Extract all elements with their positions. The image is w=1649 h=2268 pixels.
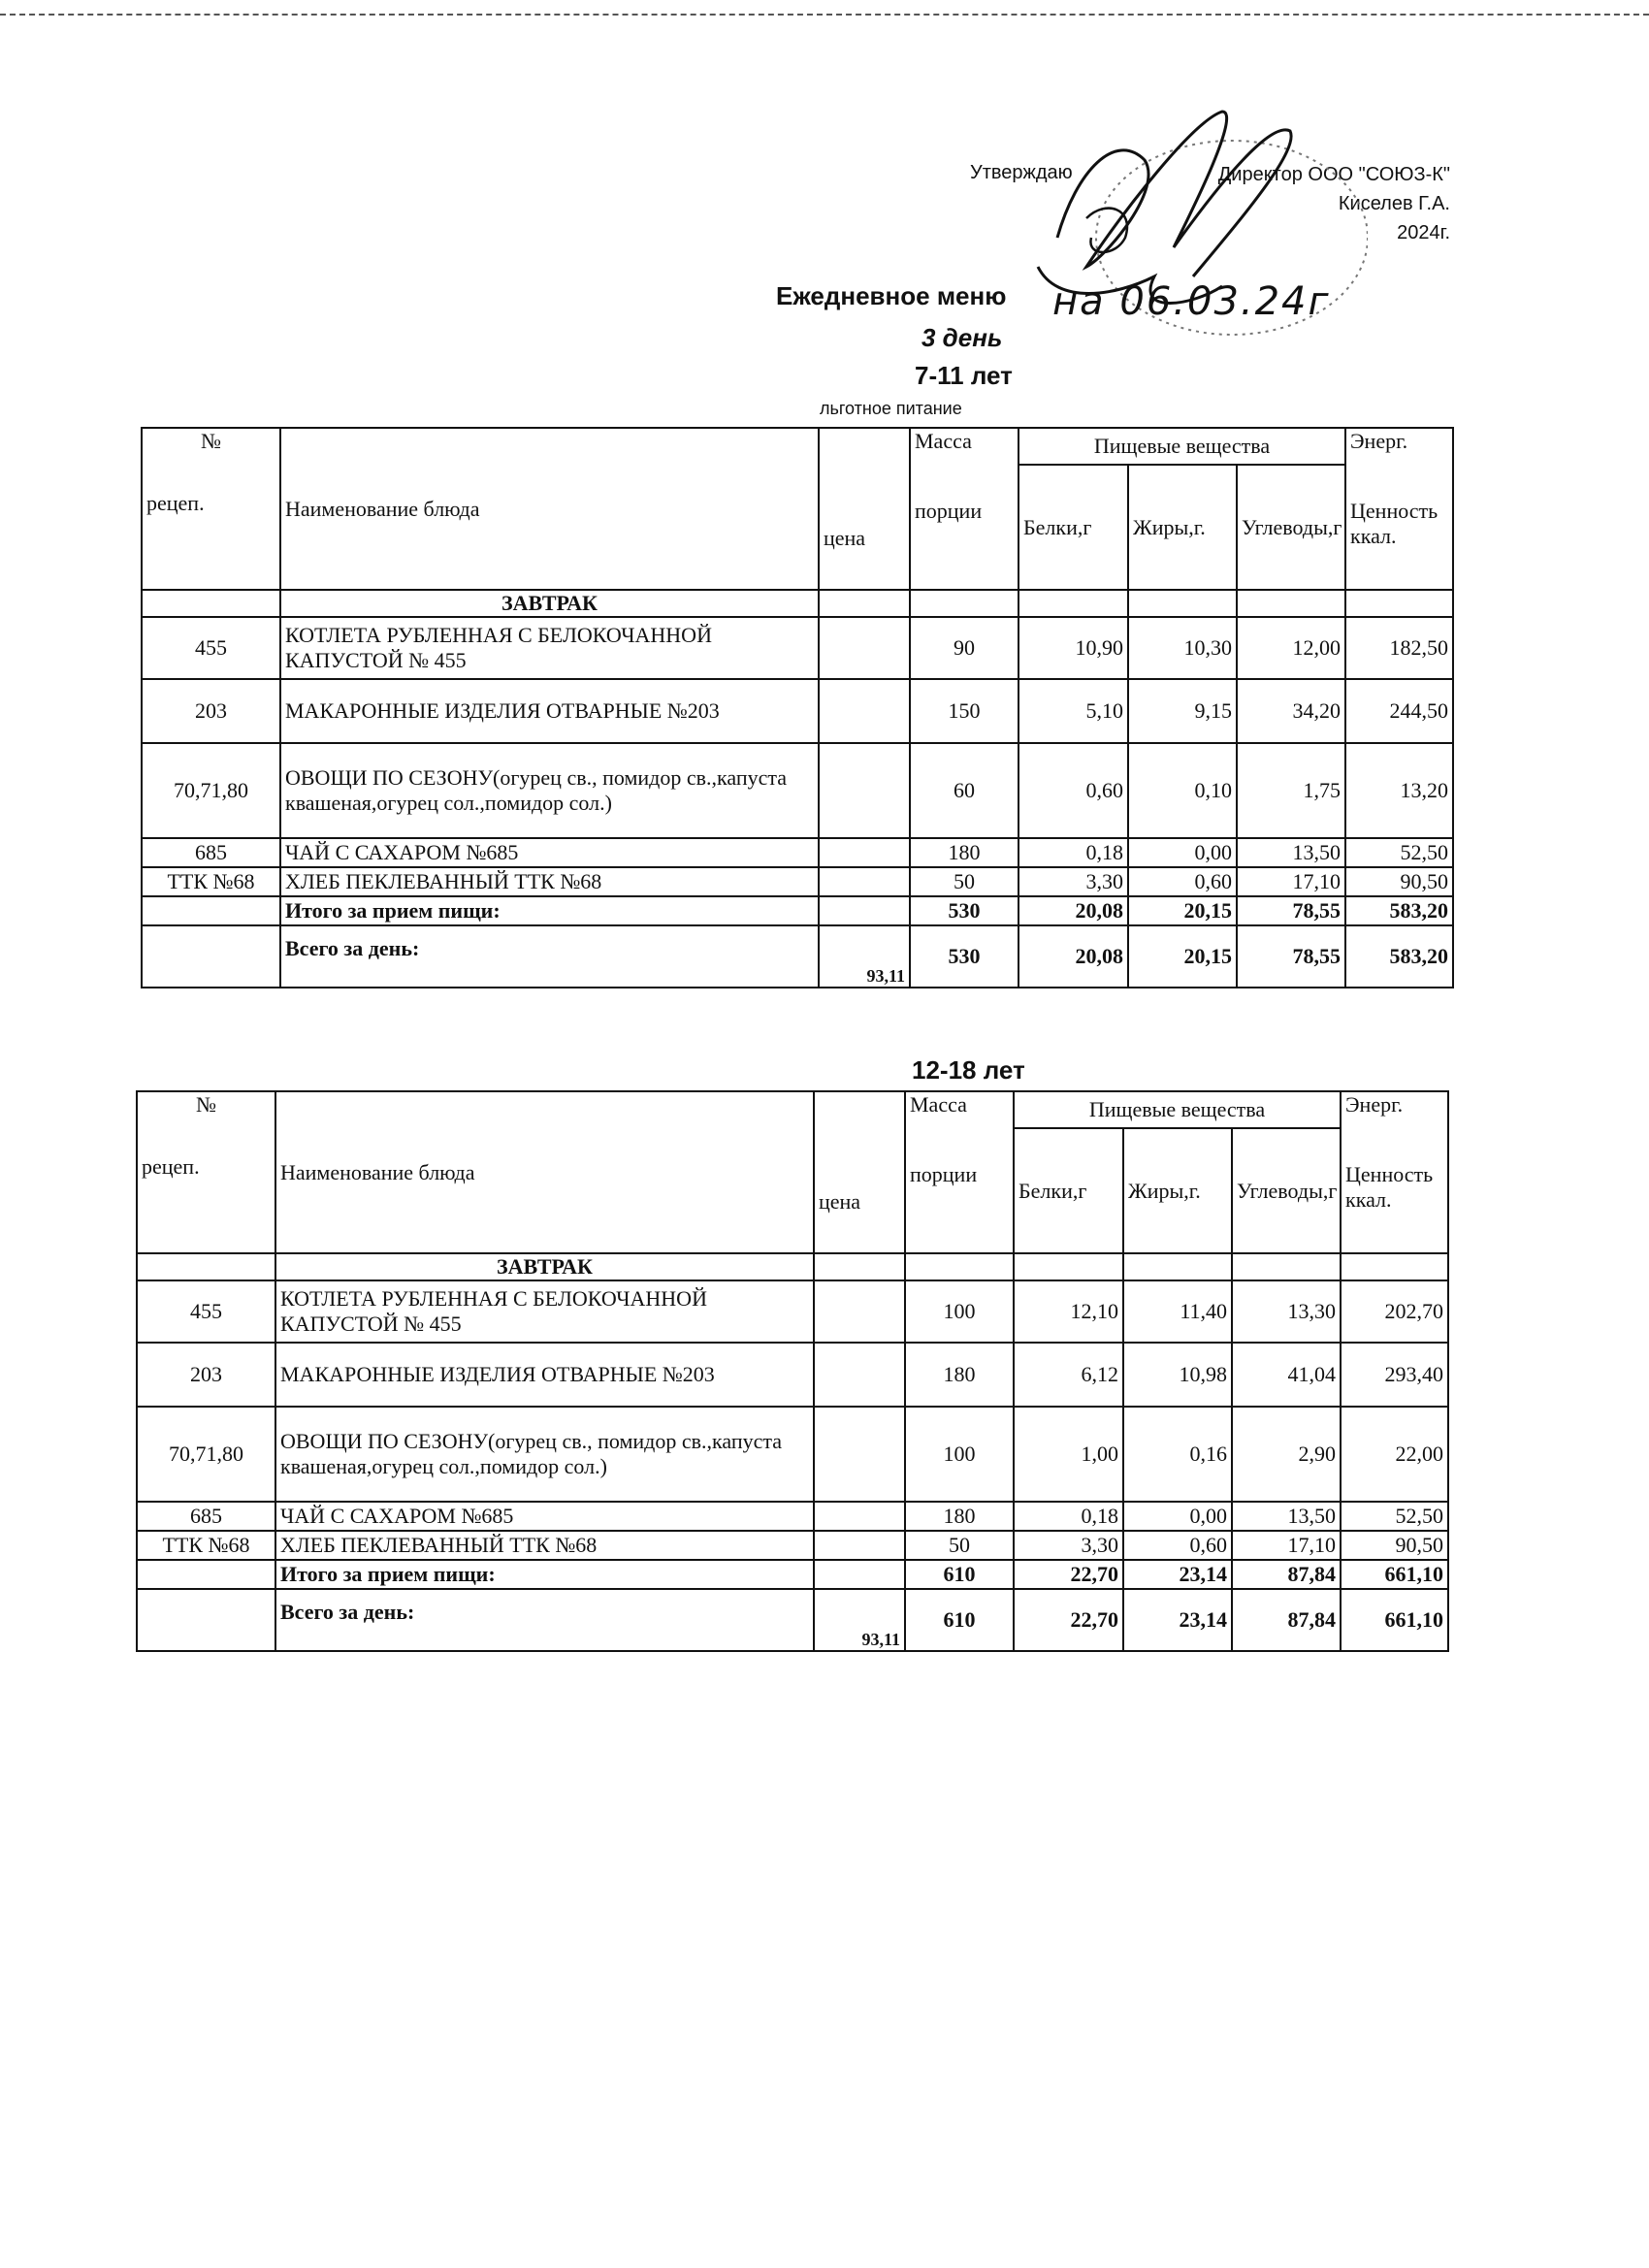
header-recipe: № рецеп.: [137, 1091, 275, 1253]
header-protein: Белки,г: [1018, 465, 1128, 590]
scan-edge-line: [0, 14, 1649, 16]
header-dish: Наименование блюда: [275, 1091, 814, 1253]
table-row: ТТК №68 ХЛЕБ ПЕКЛЕВАННЫЙ ТТК №68 50 3,30 0,60 17,10 90,50: [137, 1531, 1448, 1560]
header-fat: Жиры,г.: [1128, 465, 1237, 590]
menu-table-12-18: [136, 1090, 1449, 1652]
header-nutrients: Пищевые вещества: [1014, 1091, 1341, 1128]
menu-table-7-11: [141, 427, 1454, 988]
header-fat: Жиры,г.: [1123, 1128, 1232, 1253]
age-group-title-2: 12-18 лет: [912, 1055, 1025, 1085]
table-row: 70,71,80 ОВОЩИ ПО СЕЗОНУ(огурец св., помидор св.,капуста квашеная,огурец сол.,помидор сол.) 100 1,00 0,16 2,90 22,00: [137, 1407, 1448, 1502]
header-mass: Масса порции: [910, 428, 1018, 590]
header-nutrients: Пищевые вещества: [1018, 428, 1345, 465]
subsidy-label: льготное питание: [820, 399, 962, 418]
day-price: 93,11: [814, 1589, 905, 1651]
table-row: 685 ЧАЙ С САХАРОМ №685 180 0,18 0,00 13,50 52,50: [137, 1502, 1448, 1531]
header-carbs: Углеводы,г: [1237, 465, 1345, 590]
table-row: 203 МАКАРОННЫЕ ИЗДЕЛИЯ ОТВАРНЫЕ №203 180 6,12 10,98 41,04 293,40: [137, 1343, 1448, 1407]
table-row: ТТК №68 ХЛЕБ ПЕКЛЕВАННЫЙ ТТК №68 50 3,30 0,60 17,10 90,50: [142, 867, 1453, 896]
header-energy: Энерг. Ценность ккал.: [1341, 1091, 1448, 1253]
day-price: 93,11: [819, 925, 910, 988]
table-row: 203 МАКАРОННЫЕ ИЗДЕЛИЯ ОТВАРНЫЕ №203 150 5,10 9,15 34,20 244,50: [142, 679, 1453, 743]
total-day-row: Всего за день: 93,11 530 20,08 20,15 78,55 583,20: [142, 925, 1453, 988]
header-recipe: № рецеп.: [142, 428, 280, 590]
approval-year: 2024г.: [1397, 222, 1450, 243]
header-carbs: Углеводы,г: [1232, 1128, 1341, 1253]
approver-position: Директор ООО "СОЮЗ-К": [1217, 164, 1450, 185]
total-day-row: Всего за день: 93,11 610 22,70 23,14 87,84 661,10: [137, 1589, 1448, 1651]
age-group-title-1: 7-11 лет: [915, 361, 1013, 390]
meal-label: ЗАВТРАК: [275, 1253, 814, 1280]
header-energy: Энерг. Ценность ккал.: [1345, 428, 1453, 590]
meal-label: ЗАВТРАК: [280, 590, 819, 617]
table-row: 685 ЧАЙ С САХАРОМ №685 180 0,18 0,00 13,50 52,50: [142, 838, 1453, 867]
handwritten-date: на 06.03.24г: [1052, 279, 1331, 324]
header-price: цена: [814, 1091, 905, 1253]
meal-row: [137, 1253, 1448, 1280]
table-row: 455 КОТЛЕТА РУБЛЕННАЯ С БЕЛОКОЧАННОЙ КАПУСТОЙ № 455 100 12,10 11,40 13,30 202,70: [137, 1280, 1448, 1343]
header-dish: Наименование блюда: [280, 428, 819, 590]
approver-name: Киселев Г.А.: [1338, 193, 1450, 214]
header-price: цена: [819, 428, 910, 590]
header-protein: Белки,г: [1014, 1128, 1123, 1253]
day-title: 3 день: [922, 323, 1003, 352]
table-row: 70,71,80 ОВОЩИ ПО СЕЗОНУ(огурец св., помидор св.,капуста квашеная,огурец сол.,помидор сол.) 60 0,60 0,10 1,75 13,20: [142, 743, 1453, 838]
total-meal-row: Итого за прием пищи: 530 20,08 20,15 78,55 583,20: [142, 896, 1453, 925]
menu-title: Ежедневное меню: [776, 281, 1007, 310]
total-meal-row: Итого за прием пищи: 610 22,70 23,14 87,84 661,10: [137, 1560, 1448, 1589]
table-row: 455 КОТЛЕТА РУБЛЕННАЯ С БЕЛОКОЧАННОЙ КАПУСТОЙ № 455 90 10,90 10,30 12,00 182,50: [142, 617, 1453, 679]
meal-row: [142, 590, 1453, 617]
header-mass: Масса порции: [905, 1091, 1014, 1253]
approve-word: Утверждаю: [970, 162, 1073, 183]
